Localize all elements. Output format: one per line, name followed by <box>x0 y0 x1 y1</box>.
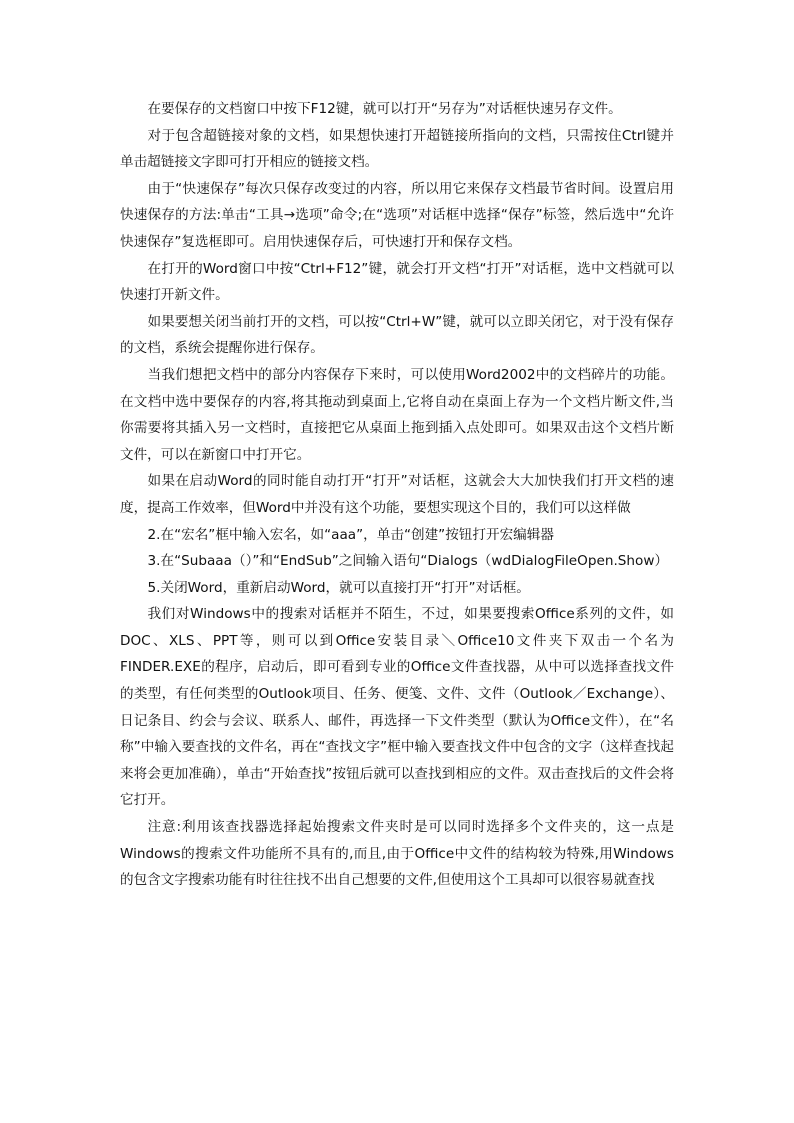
paragraph-hyperlink-ctrl: 对于包含超链接对象的文档，如果想快速打开超链接所指向的文档，只需按住Ctrl键并单击超链接文字即可打开相应的链接文档。 <box>120 127 674 171</box>
paragraph-document-scraps: 当我们想把文档中的部分内容保存下来时，可以使用Word2002中的文档碎片的功能。在文档中选中要保存的内容,将其拖动到桌面上,它将自动在桌面上存为一个文档片断文件,当你需要将其插入另一文档时，直接把它从桌面上拖到插入点处即可。如果双击这个文档片断文件，可以在新窗口中打开它。 <box>120 366 674 463</box>
paragraph-step-5: 5.关闭Word，重新启动Word，就可以直接打开“打开”对话框。 <box>147 579 530 596</box>
paragraph-step-3: 3.在“Subaaa（）”和“EndSub”之间输入语句“Dialogs（wdDialogFileOpen.Show） <box>147 553 669 570</box>
paragraph-finder-note: 注意:利用该查找器选择起始搜索文件夹时是可以同时选择多个文件夹的，这一点是Windows的搜索文件功能所不具有的,而且,由于Office中文件的结构较为特殊,用Windows的包含文字搜索功能有时往往找不出自己想要的文件,但使用这个工具却可以很容易就查找 <box>120 819 674 889</box>
paragraph-quick-save: 由于“快速保存”每次只保存改变过的内容，所以用它来保存文档最节省时间。设置启用快速保存的方法:单击“工具→选项”命令;在“选项”对话框中选择“保存”标签，然后选中“允许快速保存”复选框即可。启用快速保存后，可快速打开和保存文档。 <box>120 180 674 250</box>
paragraph-ctrl-f12: 在打开的Word窗口中按“Ctrl+F12”键，就会打开文档“打开”对话框，选中文档就可以快速打开新文件。 <box>120 260 674 304</box>
paragraph-step-2: 2.在“宏名”框中输入宏名，如“aaa”，单击“创建”按钮打开宏编辑器 <box>147 526 554 543</box>
paragraph-auto-open-dialog: 如果在启动Word的同时能自动打开“打开”对话框，这就会大大加快我们打开文档的速度，提高工作效率，但Word中并没有这个功能，要想实现这个目的，我们可以这样做 <box>120 473 674 516</box>
paragraph-office-finder: 我们对Windows中的搜索对话框并不陌生，不过，如果要搜索Office系列的文件，如DOC、XLS、PPT等，则可以到Office安装目录＼Office10文件夹下双击一个名为FINDER.EXE的程序，启动后，即可看到专业的Office文件查找器，从中可以选择查找文件的类型，有任何类型的Outlook项目、任务、便笺、文件、文件（Outlook／Exchange）、日记条目、约会与会议、联系人、邮件，再选择一下文件类型（默认为Office文件），在“名称”中输入要查找的文件名，再在“查找文字”框中输入要查找文件中包含的文字（这样查找起来将会更加准确），单击“开始查找”按钮后就可以查找到相应的文件。双击查找后的文件会将它打开。 <box>120 606 674 809</box>
paragraph-save-as-f12: 在要保存的文档窗口中按下F12键，就可以打开“另存为”对话框快速另存文件。 <box>147 101 622 117</box>
document-page <box>120 96 674 894</box>
paragraph-ctrl-w: 如果要想关闭当前打开的文档，可以按“Ctrl+W”键，就可以立即关闭它，对于没有保存的文档，系统会提醒你进行保存。 <box>120 313 674 357</box>
